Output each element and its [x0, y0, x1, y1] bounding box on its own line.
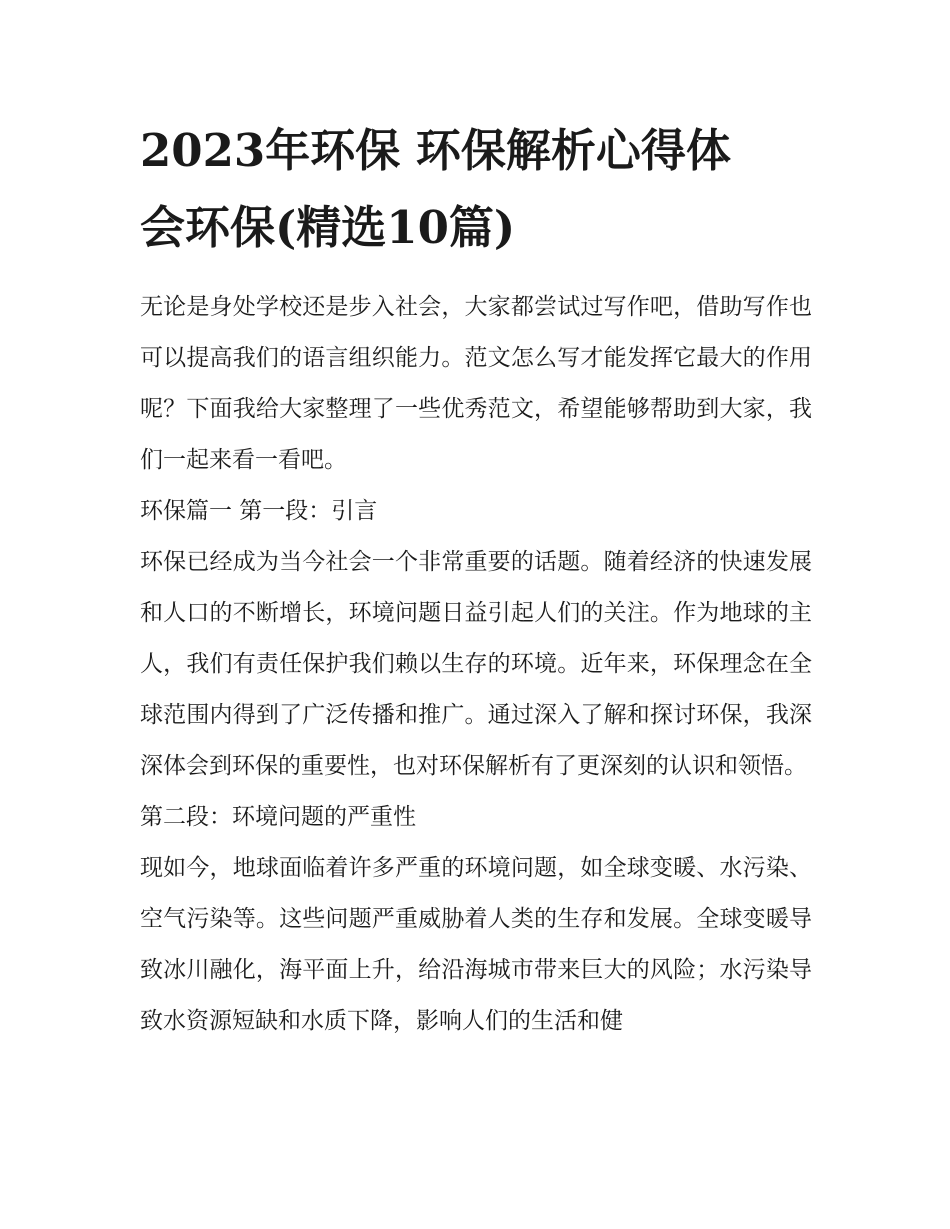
- intro-paragraph: 无论是身处学校还是步入社会，大家都尝试过写作吧，借助写作也可以提高我们的语言组织能力。范文怎么写才能发挥它最大的作用呢？下面我给大家整理了一些优秀范文，希望能够帮助到大家，我们一起来看一看吧。: [140, 294, 812, 473]
- section-heading-intro: 环保篇一 第一段：引言: [140, 498, 378, 524]
- body-paragraph-intro: 环保已经成为当今社会一个非常重要的话题。随着经济的快速发展和人口的不断增长，环境问题日益引起人们的关注。作为地球的主人，我们有责任保护我们赖以生存的环境。近年来，环保理念在全球范围内得到了广泛传播和推广。通过深入了解和探讨环保，我深深体会到环保的重要性，也对环保解析有了更深刻的认识和领悟。: [140, 549, 812, 779]
- document-page: [140, 112, 812, 1047]
- document-title: [140, 112, 812, 266]
- body-paragraph-severity: 现如今，地球面临着许多严重的环境问题，如全球变暖、水污染、空气污染等。这些问题严重威胁着人类的生存和发展。全球变暖导致冰川融化，海平面上升，给沿海城市带来巨大的风险；水污染导致水资源短缺和水质下降，影响人们的生活和健: [140, 855, 812, 1034]
- title-line-2: 会环保(精选10篇): [140, 201, 516, 254]
- title-line-1: 2023年环保 环保解析心得体: [140, 124, 731, 177]
- section-heading-severity: 第二段：环境问题的严重性: [140, 804, 416, 830]
